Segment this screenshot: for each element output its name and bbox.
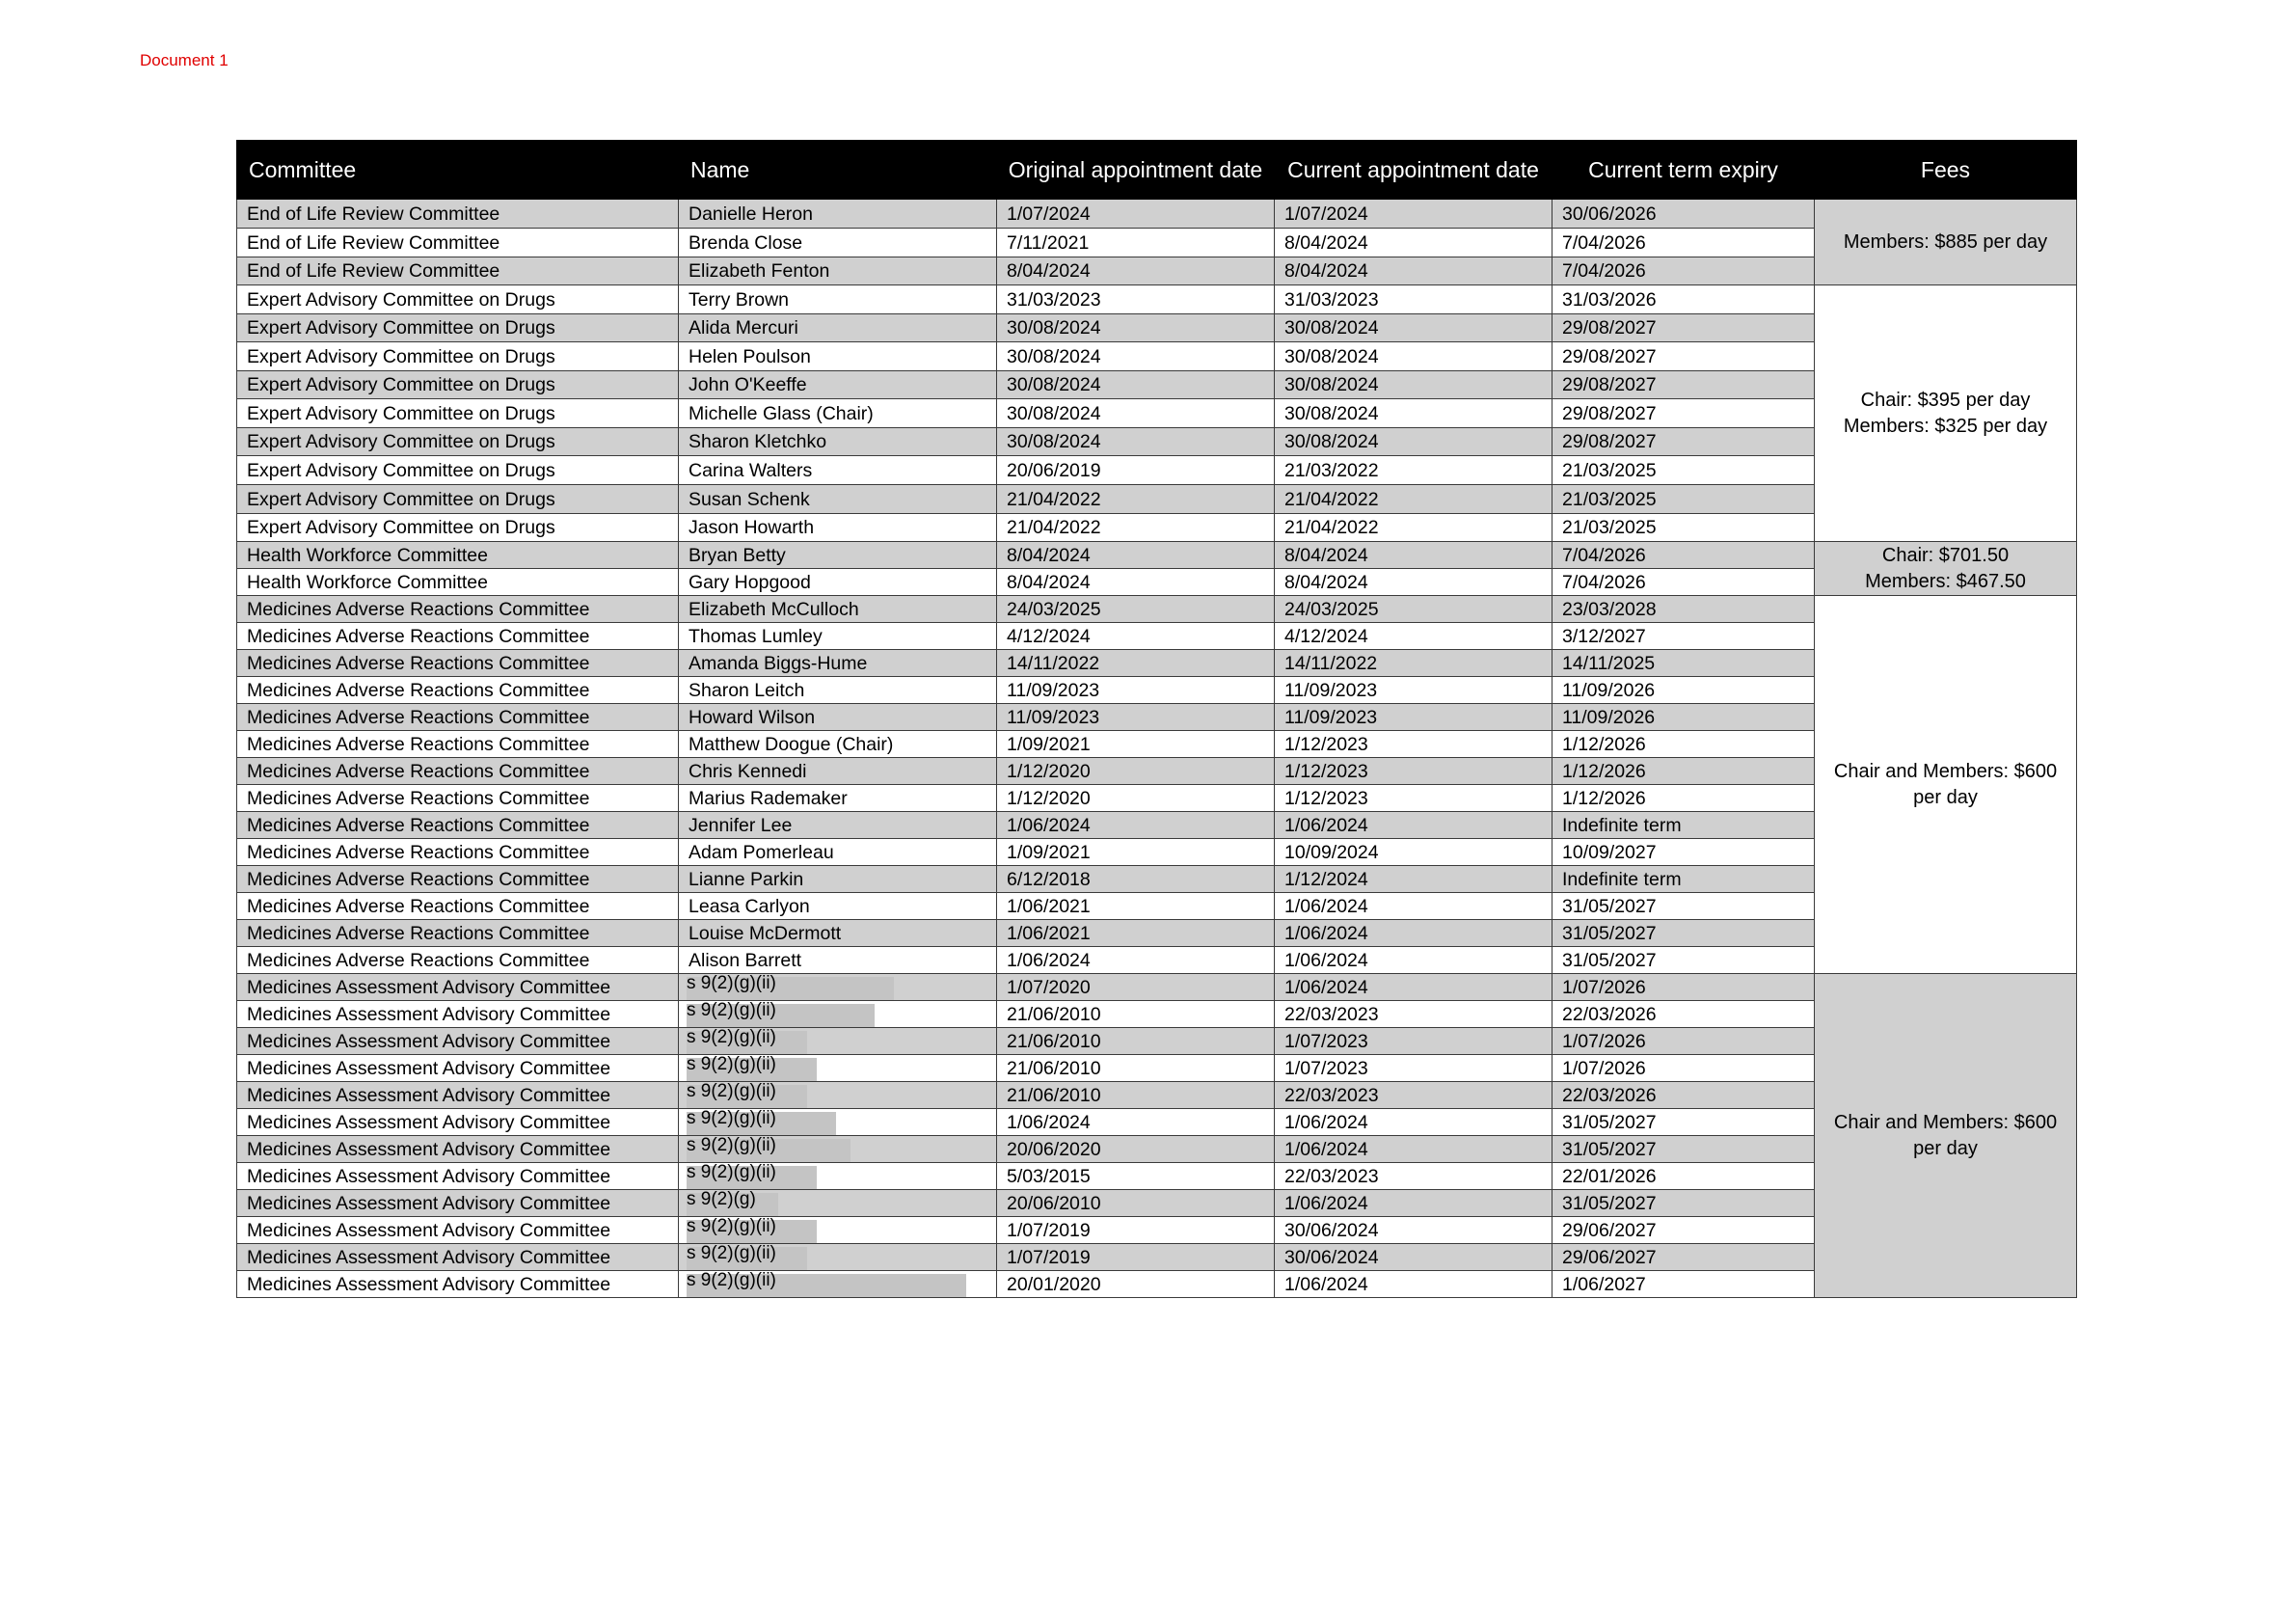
redaction-code: s 9(2)(g)(ii): [687, 1162, 776, 1182]
cell-name: [679, 1136, 997, 1163]
cell-name: Alison Barrett: [679, 947, 997, 974]
cell-committee: Medicines Adverse Reactions Committee: [237, 920, 679, 947]
cell-expiry: Indefinite term: [1552, 812, 1815, 839]
redaction-block: [687, 1054, 986, 1078]
redaction-block: [687, 1162, 986, 1186]
cell-expiry: 21/03/2025: [1552, 514, 1815, 542]
cell-committee: Medicines Adverse Reactions Committee: [237, 623, 679, 650]
cell-expiry: 31/05/2027: [1552, 1190, 1815, 1217]
cell-current: 1/06/2024: [1275, 920, 1552, 947]
cell-expiry: 29/06/2027: [1552, 1244, 1815, 1271]
cell-committee: Expert Advisory Committee on Drugs: [237, 485, 679, 514]
cell-original: 8/04/2024: [997, 542, 1275, 569]
cell-committee: Health Workforce Committee: [237, 542, 679, 569]
cell-expiry: 29/06/2027: [1552, 1217, 1815, 1244]
redaction-code: s 9(2)(g)(ii): [687, 1054, 776, 1074]
fee-line: Chair and Members: $600 per day: [1833, 1111, 2058, 1159]
cell-original: 21/06/2010: [997, 1055, 1275, 1082]
fee-line: Members: $325 per day: [1843, 415, 2048, 437]
cell-current: 30/08/2024: [1275, 314, 1552, 342]
cell-original: 4/12/2024: [997, 623, 1275, 650]
cell-current: 1/12/2024: [1275, 866, 1552, 893]
cell-expiry: 7/04/2026: [1552, 569, 1815, 596]
cell-committee: Expert Advisory Committee on Drugs: [237, 428, 679, 456]
table-row: [237, 1271, 2077, 1298]
cell-original: 1/06/2021: [997, 920, 1275, 947]
fee-line: Members: $885 per day: [1843, 230, 2048, 253]
cell-expiry: 7/04/2026: [1552, 257, 1815, 285]
cell-expiry: 31/05/2027: [1552, 920, 1815, 947]
cell-expiry: 29/08/2027: [1552, 428, 1815, 456]
cell-current: 1/12/2023: [1275, 785, 1552, 812]
table-row: [237, 314, 2077, 342]
table-row: [237, 428, 2077, 456]
cell-expiry: 23/03/2028: [1552, 596, 1815, 623]
cell-original: 24/03/2025: [997, 596, 1275, 623]
cell-current: 11/09/2023: [1275, 677, 1552, 704]
cell-committee: Medicines Adverse Reactions Committee: [237, 677, 679, 704]
redaction-code: s 9(2)(g)(ii): [687, 973, 776, 993]
fees-cell: [1815, 542, 2077, 596]
cell-current: 4/12/2024: [1275, 623, 1552, 650]
cell-committee: Medicines Adverse Reactions Committee: [237, 731, 679, 758]
cell-current: 30/06/2024: [1275, 1217, 1552, 1244]
cell-expiry: 7/04/2026: [1552, 229, 1815, 257]
cell-current: 8/04/2024: [1275, 229, 1552, 257]
cell-original: 1/07/2020: [997, 974, 1275, 1001]
cell-name: Susan Schenk: [679, 485, 997, 514]
cell-committee: Medicines Assessment Advisory Committee: [237, 1109, 679, 1136]
table-row: [237, 285, 2077, 314]
cell-expiry: 1/07/2026: [1552, 1028, 1815, 1055]
cell-committee: Expert Advisory Committee on Drugs: [237, 456, 679, 485]
cell-name: Alida Mercuri: [679, 314, 997, 342]
cell-committee: Medicines Assessment Advisory Committee: [237, 1271, 679, 1298]
cell-original: 21/06/2010: [997, 1028, 1275, 1055]
cell-original: 20/06/2010: [997, 1190, 1275, 1217]
table-row: [237, 974, 2077, 1001]
cell-original: 30/08/2024: [997, 428, 1275, 456]
cell-expiry: 1/07/2026: [1552, 1055, 1815, 1082]
cell-committee: Medicines Assessment Advisory Committee: [237, 1082, 679, 1109]
cell-committee: Medicines Adverse Reactions Committee: [237, 785, 679, 812]
redaction-block: [687, 1270, 986, 1294]
cell-committee: End of Life Review Committee: [237, 229, 679, 257]
table-row: [237, 731, 2077, 758]
cell-name: Helen Poulson: [679, 342, 997, 371]
cell-expiry: 1/12/2026: [1552, 785, 1815, 812]
redaction-code: s 9(2)(g)(ii): [687, 1081, 776, 1101]
cell-original: 1/06/2024: [997, 812, 1275, 839]
cell-committee: Medicines Assessment Advisory Committee: [237, 1244, 679, 1271]
redaction-block: [687, 1216, 986, 1240]
redaction-code: s 9(2)(g)(ii): [687, 1270, 776, 1290]
cell-name: [679, 1055, 997, 1082]
cell-committee: Medicines Assessment Advisory Committee: [237, 1136, 679, 1163]
table-row: [237, 456, 2077, 485]
table-row: [237, 257, 2077, 285]
cell-expiry: Indefinite term: [1552, 866, 1815, 893]
redaction-block: [687, 1081, 986, 1105]
cell-original: 31/03/2023: [997, 285, 1275, 314]
cell-original: 21/04/2022: [997, 485, 1275, 514]
fees-cell: [1815, 285, 2077, 542]
fee-line: Chair and Members: $600 per day: [1833, 760, 2058, 808]
cell-committee: Medicines Assessment Advisory Committee: [237, 1217, 679, 1244]
cell-current: 1/06/2024: [1275, 1271, 1552, 1298]
cell-name: Louise McDermott: [679, 920, 997, 947]
cell-expiry: 29/08/2027: [1552, 399, 1815, 428]
redaction-code: s 9(2)(g)(ii): [687, 1243, 776, 1263]
cell-current: 22/03/2023: [1275, 1001, 1552, 1028]
cell-committee: Expert Advisory Committee on Drugs: [237, 285, 679, 314]
cell-name: [679, 1244, 997, 1271]
cell-committee: Medicines Adverse Reactions Committee: [237, 839, 679, 866]
fee-line: Members: $467.50: [1865, 570, 2026, 592]
table-row: [237, 1001, 2077, 1028]
cell-name: Danielle Heron: [679, 200, 997, 229]
cell-committee: Medicines Assessment Advisory Committee: [237, 1190, 679, 1217]
cell-expiry: 7/04/2026: [1552, 542, 1815, 569]
redaction-code: s 9(2)(g)(ii): [687, 1135, 776, 1155]
cell-original: 11/09/2023: [997, 677, 1275, 704]
cell-current: 1/06/2024: [1275, 893, 1552, 920]
table-row: [237, 893, 2077, 920]
cell-committee: End of Life Review Committee: [237, 257, 679, 285]
cell-expiry: 11/09/2026: [1552, 677, 1815, 704]
cell-committee: Medicines Assessment Advisory Committee: [237, 1163, 679, 1190]
cell-original: 7/11/2021: [997, 229, 1275, 257]
cell-committee: Medicines Assessment Advisory Committee: [237, 1028, 679, 1055]
cell-original: 21/04/2022: [997, 514, 1275, 542]
cell-original: 20/06/2019: [997, 456, 1275, 485]
cell-name: Matthew Doogue (Chair): [679, 731, 997, 758]
cell-current: 30/08/2024: [1275, 399, 1552, 428]
cell-committee: Medicines Adverse Reactions Committee: [237, 893, 679, 920]
cell-name: Michelle Glass (Chair): [679, 399, 997, 428]
redaction-block: [687, 1189, 986, 1213]
cell-committee: Medicines Adverse Reactions Committee: [237, 704, 679, 731]
header-current-appointment-date: Current appointment date: [1275, 141, 1552, 200]
cell-current: 22/03/2023: [1275, 1163, 1552, 1190]
cell-name: Amanda Biggs-Hume: [679, 650, 997, 677]
cell-current: 1/12/2023: [1275, 758, 1552, 785]
table-row: [237, 1190, 2077, 1217]
cell-expiry: 1/12/2026: [1552, 731, 1815, 758]
cell-name: Bryan Betty: [679, 542, 997, 569]
redaction-block: [687, 1108, 986, 1132]
table-row: [237, 342, 2077, 371]
cell-current: 1/06/2024: [1275, 1190, 1552, 1217]
cell-current: 1/12/2023: [1275, 731, 1552, 758]
table-row: [237, 1217, 2077, 1244]
cell-name: Gary Hopgood: [679, 569, 997, 596]
redaction-code: s 9(2)(g)(ii): [687, 1108, 776, 1128]
header-name: Name: [679, 141, 997, 200]
cell-name: Leasa Carlyon: [679, 893, 997, 920]
cell-original: 1/06/2024: [997, 1109, 1275, 1136]
cell-expiry: 30/06/2026: [1552, 200, 1815, 229]
cell-original: 30/08/2024: [997, 399, 1275, 428]
cell-name: [679, 1001, 997, 1028]
table-row: [237, 947, 2077, 974]
table-row: [237, 704, 2077, 731]
cell-name: [679, 1163, 997, 1190]
table-row: [237, 1109, 2077, 1136]
cell-current: 11/09/2023: [1275, 704, 1552, 731]
cell-name: Elizabeth Fenton: [679, 257, 997, 285]
cell-expiry: 22/01/2026: [1552, 1163, 1815, 1190]
cell-current: 1/06/2024: [1275, 1136, 1552, 1163]
cell-name: Adam Pomerleau: [679, 839, 997, 866]
cell-expiry: 31/05/2027: [1552, 893, 1815, 920]
cell-name: [679, 1109, 997, 1136]
table-row: [237, 623, 2077, 650]
cell-expiry: 1/12/2026: [1552, 758, 1815, 785]
cell-expiry: 31/05/2027: [1552, 1136, 1815, 1163]
fees-cell: [1815, 200, 2077, 285]
cell-name: Brenda Close: [679, 229, 997, 257]
table-row: [237, 1163, 2077, 1190]
cell-current: 1/06/2024: [1275, 974, 1552, 1001]
table-row: [237, 1028, 2077, 1055]
cell-expiry: 3/12/2027: [1552, 623, 1815, 650]
cell-name: [679, 1082, 997, 1109]
cell-original: 6/12/2018: [997, 866, 1275, 893]
cell-original: 11/09/2023: [997, 704, 1275, 731]
cell-original: 1/06/2024: [997, 947, 1275, 974]
table-row: [237, 920, 2077, 947]
table-body: [237, 200, 2077, 1298]
cell-committee: Medicines Adverse Reactions Committee: [237, 812, 679, 839]
redaction-code: s 9(2)(g): [687, 1189, 756, 1209]
table-row: [237, 399, 2077, 428]
table-row: [237, 677, 2077, 704]
cell-original: 30/08/2024: [997, 371, 1275, 399]
cell-name: [679, 1271, 997, 1298]
cell-committee: Expert Advisory Committee on Drugs: [237, 371, 679, 399]
cell-current: 14/11/2022: [1275, 650, 1552, 677]
cell-original: 1/09/2021: [997, 839, 1275, 866]
table-row: [237, 1136, 2077, 1163]
table-row: [237, 1082, 2077, 1109]
cell-current: 21/04/2022: [1275, 485, 1552, 514]
cell-expiry: 11/09/2026: [1552, 704, 1815, 731]
cell-original: 30/08/2024: [997, 342, 1275, 371]
fees-cell: [1815, 596, 2077, 974]
cell-current: 1/06/2024: [1275, 1109, 1552, 1136]
cell-expiry: 31/05/2027: [1552, 947, 1815, 974]
cell-expiry: 31/05/2027: [1552, 1109, 1815, 1136]
cell-current: 1/07/2024: [1275, 200, 1552, 229]
cell-committee: Health Workforce Committee: [237, 569, 679, 596]
cell-expiry: 22/03/2026: [1552, 1001, 1815, 1028]
table-row: [237, 839, 2077, 866]
cell-current: 30/08/2024: [1275, 371, 1552, 399]
cell-expiry: 14/11/2025: [1552, 650, 1815, 677]
cell-committee: Medicines Adverse Reactions Committee: [237, 947, 679, 974]
cell-committee: Medicines Adverse Reactions Committee: [237, 866, 679, 893]
cell-current: 10/09/2024: [1275, 839, 1552, 866]
cell-current: 22/03/2023: [1275, 1082, 1552, 1109]
cell-name: Terry Brown: [679, 285, 997, 314]
cell-original: 5/03/2015: [997, 1163, 1275, 1190]
cell-current: 31/03/2023: [1275, 285, 1552, 314]
header-original-appointment-date: Original appointment date: [997, 141, 1275, 200]
cell-original: 8/04/2024: [997, 257, 1275, 285]
cell-original: 1/06/2021: [997, 893, 1275, 920]
cell-name: Howard Wilson: [679, 704, 997, 731]
table-row: [237, 371, 2077, 399]
redaction-block: [687, 1243, 986, 1267]
cell-original: 1/09/2021: [997, 731, 1275, 758]
fee-line: Chair: $395 per day: [1860, 389, 2031, 411]
cell-committee: Expert Advisory Committee on Drugs: [237, 314, 679, 342]
header-committee: Committee: [237, 141, 679, 200]
cell-original: 1/12/2020: [997, 758, 1275, 785]
table-row: [237, 569, 2077, 596]
header-fees: Fees: [1815, 141, 2077, 200]
table-row: [237, 650, 2077, 677]
cell-name: Sharon Leitch: [679, 677, 997, 704]
cell-committee: Expert Advisory Committee on Drugs: [237, 399, 679, 428]
cell-current: 30/08/2024: [1275, 342, 1552, 371]
table-row: [237, 514, 2077, 542]
table-row: [237, 200, 2077, 229]
cell-name: Jason Howarth: [679, 514, 997, 542]
redaction-code: s 9(2)(g)(ii): [687, 1000, 776, 1020]
cell-original: 1/07/2019: [997, 1244, 1275, 1271]
table-row: [237, 1055, 2077, 1082]
redaction-block: [687, 973, 986, 997]
cell-expiry: 21/03/2025: [1552, 485, 1815, 514]
cell-committee: Medicines Adverse Reactions Committee: [237, 596, 679, 623]
cell-original: 21/06/2010: [997, 1082, 1275, 1109]
fee-line: Chair: $701.50: [1881, 544, 2010, 566]
cell-name: [679, 974, 997, 1001]
cell-original: 14/11/2022: [997, 650, 1275, 677]
cell-name: Elizabeth McCulloch: [679, 596, 997, 623]
cell-expiry: 29/08/2027: [1552, 342, 1815, 371]
cell-committee: Expert Advisory Committee on Drugs: [237, 342, 679, 371]
redaction-block: [687, 1000, 986, 1024]
cell-current: 8/04/2024: [1275, 257, 1552, 285]
cell-name: Jennifer Lee: [679, 812, 997, 839]
cell-name: [679, 1190, 997, 1217]
cell-current: 30/08/2024: [1275, 428, 1552, 456]
cell-committee: Medicines Assessment Advisory Committee: [237, 1001, 679, 1028]
cell-current: 1/06/2024: [1275, 947, 1552, 974]
cell-committee: Medicines Adverse Reactions Committee: [237, 758, 679, 785]
cell-current: 24/03/2025: [1275, 596, 1552, 623]
cell-expiry: 31/03/2026: [1552, 285, 1815, 314]
cell-current: 1/07/2023: [1275, 1055, 1552, 1082]
cell-name: John O'Keeffe: [679, 371, 997, 399]
table-row: [237, 542, 2077, 569]
cell-current: 1/06/2024: [1275, 812, 1552, 839]
cell-original: 20/01/2020: [997, 1271, 1275, 1298]
table-row: [237, 866, 2077, 893]
cell-original: 1/07/2024: [997, 200, 1275, 229]
cell-expiry: 21/03/2025: [1552, 456, 1815, 485]
cell-original: 1/12/2020: [997, 785, 1275, 812]
document-label: Document 1: [140, 51, 229, 69]
cell-expiry: 29/08/2027: [1552, 371, 1815, 399]
cell-name: Marius Rademaker: [679, 785, 997, 812]
cell-current: 8/04/2024: [1275, 542, 1552, 569]
cell-current: 21/04/2022: [1275, 514, 1552, 542]
table-row: [237, 229, 2077, 257]
cell-name: Carina Walters: [679, 456, 997, 485]
redaction-block: [687, 1027, 986, 1051]
cell-name: [679, 1217, 997, 1244]
cell-current: 21/03/2022: [1275, 456, 1552, 485]
cell-expiry: 22/03/2026: [1552, 1082, 1815, 1109]
table-row: [237, 758, 2077, 785]
cell-original: 30/08/2024: [997, 314, 1275, 342]
cell-current: 1/07/2023: [1275, 1028, 1552, 1055]
cell-committee: Expert Advisory Committee on Drugs: [237, 514, 679, 542]
table-row: [237, 596, 2077, 623]
cell-committee: Medicines Assessment Advisory Committee: [237, 974, 679, 1001]
table-row: [237, 1244, 2077, 1271]
committee-appointments-table: [236, 140, 2077, 1298]
cell-name: Lianne Parkin: [679, 866, 997, 893]
redaction-code: s 9(2)(g)(ii): [687, 1216, 776, 1236]
cell-name: Chris Kennedi: [679, 758, 997, 785]
redaction-code: s 9(2)(g)(ii): [687, 1027, 776, 1047]
cell-committee: Medicines Adverse Reactions Committee: [237, 650, 679, 677]
cell-name: Sharon Kletchko: [679, 428, 997, 456]
cell-original: 8/04/2024: [997, 569, 1275, 596]
table-row: [237, 812, 2077, 839]
cell-current: 30/06/2024: [1275, 1244, 1552, 1271]
cell-expiry: 1/06/2027: [1552, 1271, 1815, 1298]
table-row: [237, 485, 2077, 514]
cell-expiry: 29/08/2027: [1552, 314, 1815, 342]
cell-name: [679, 1028, 997, 1055]
table-row: [237, 785, 2077, 812]
cell-name: Thomas Lumley: [679, 623, 997, 650]
cell-original: 21/06/2010: [997, 1001, 1275, 1028]
cell-expiry: 1/07/2026: [1552, 974, 1815, 1001]
cell-expiry: 10/09/2027: [1552, 839, 1815, 866]
cell-committee: Medicines Assessment Advisory Committee: [237, 1055, 679, 1082]
cell-committee: End of Life Review Committee: [237, 200, 679, 229]
redaction-block: [687, 1135, 986, 1159]
header-row: [237, 141, 2077, 200]
cell-original: 20/06/2020: [997, 1136, 1275, 1163]
fees-cell: [1815, 974, 2077, 1298]
header-current-term-expiry: Current term expiry: [1552, 141, 1815, 200]
cell-original: 1/07/2019: [997, 1217, 1275, 1244]
cell-current: 8/04/2024: [1275, 569, 1552, 596]
